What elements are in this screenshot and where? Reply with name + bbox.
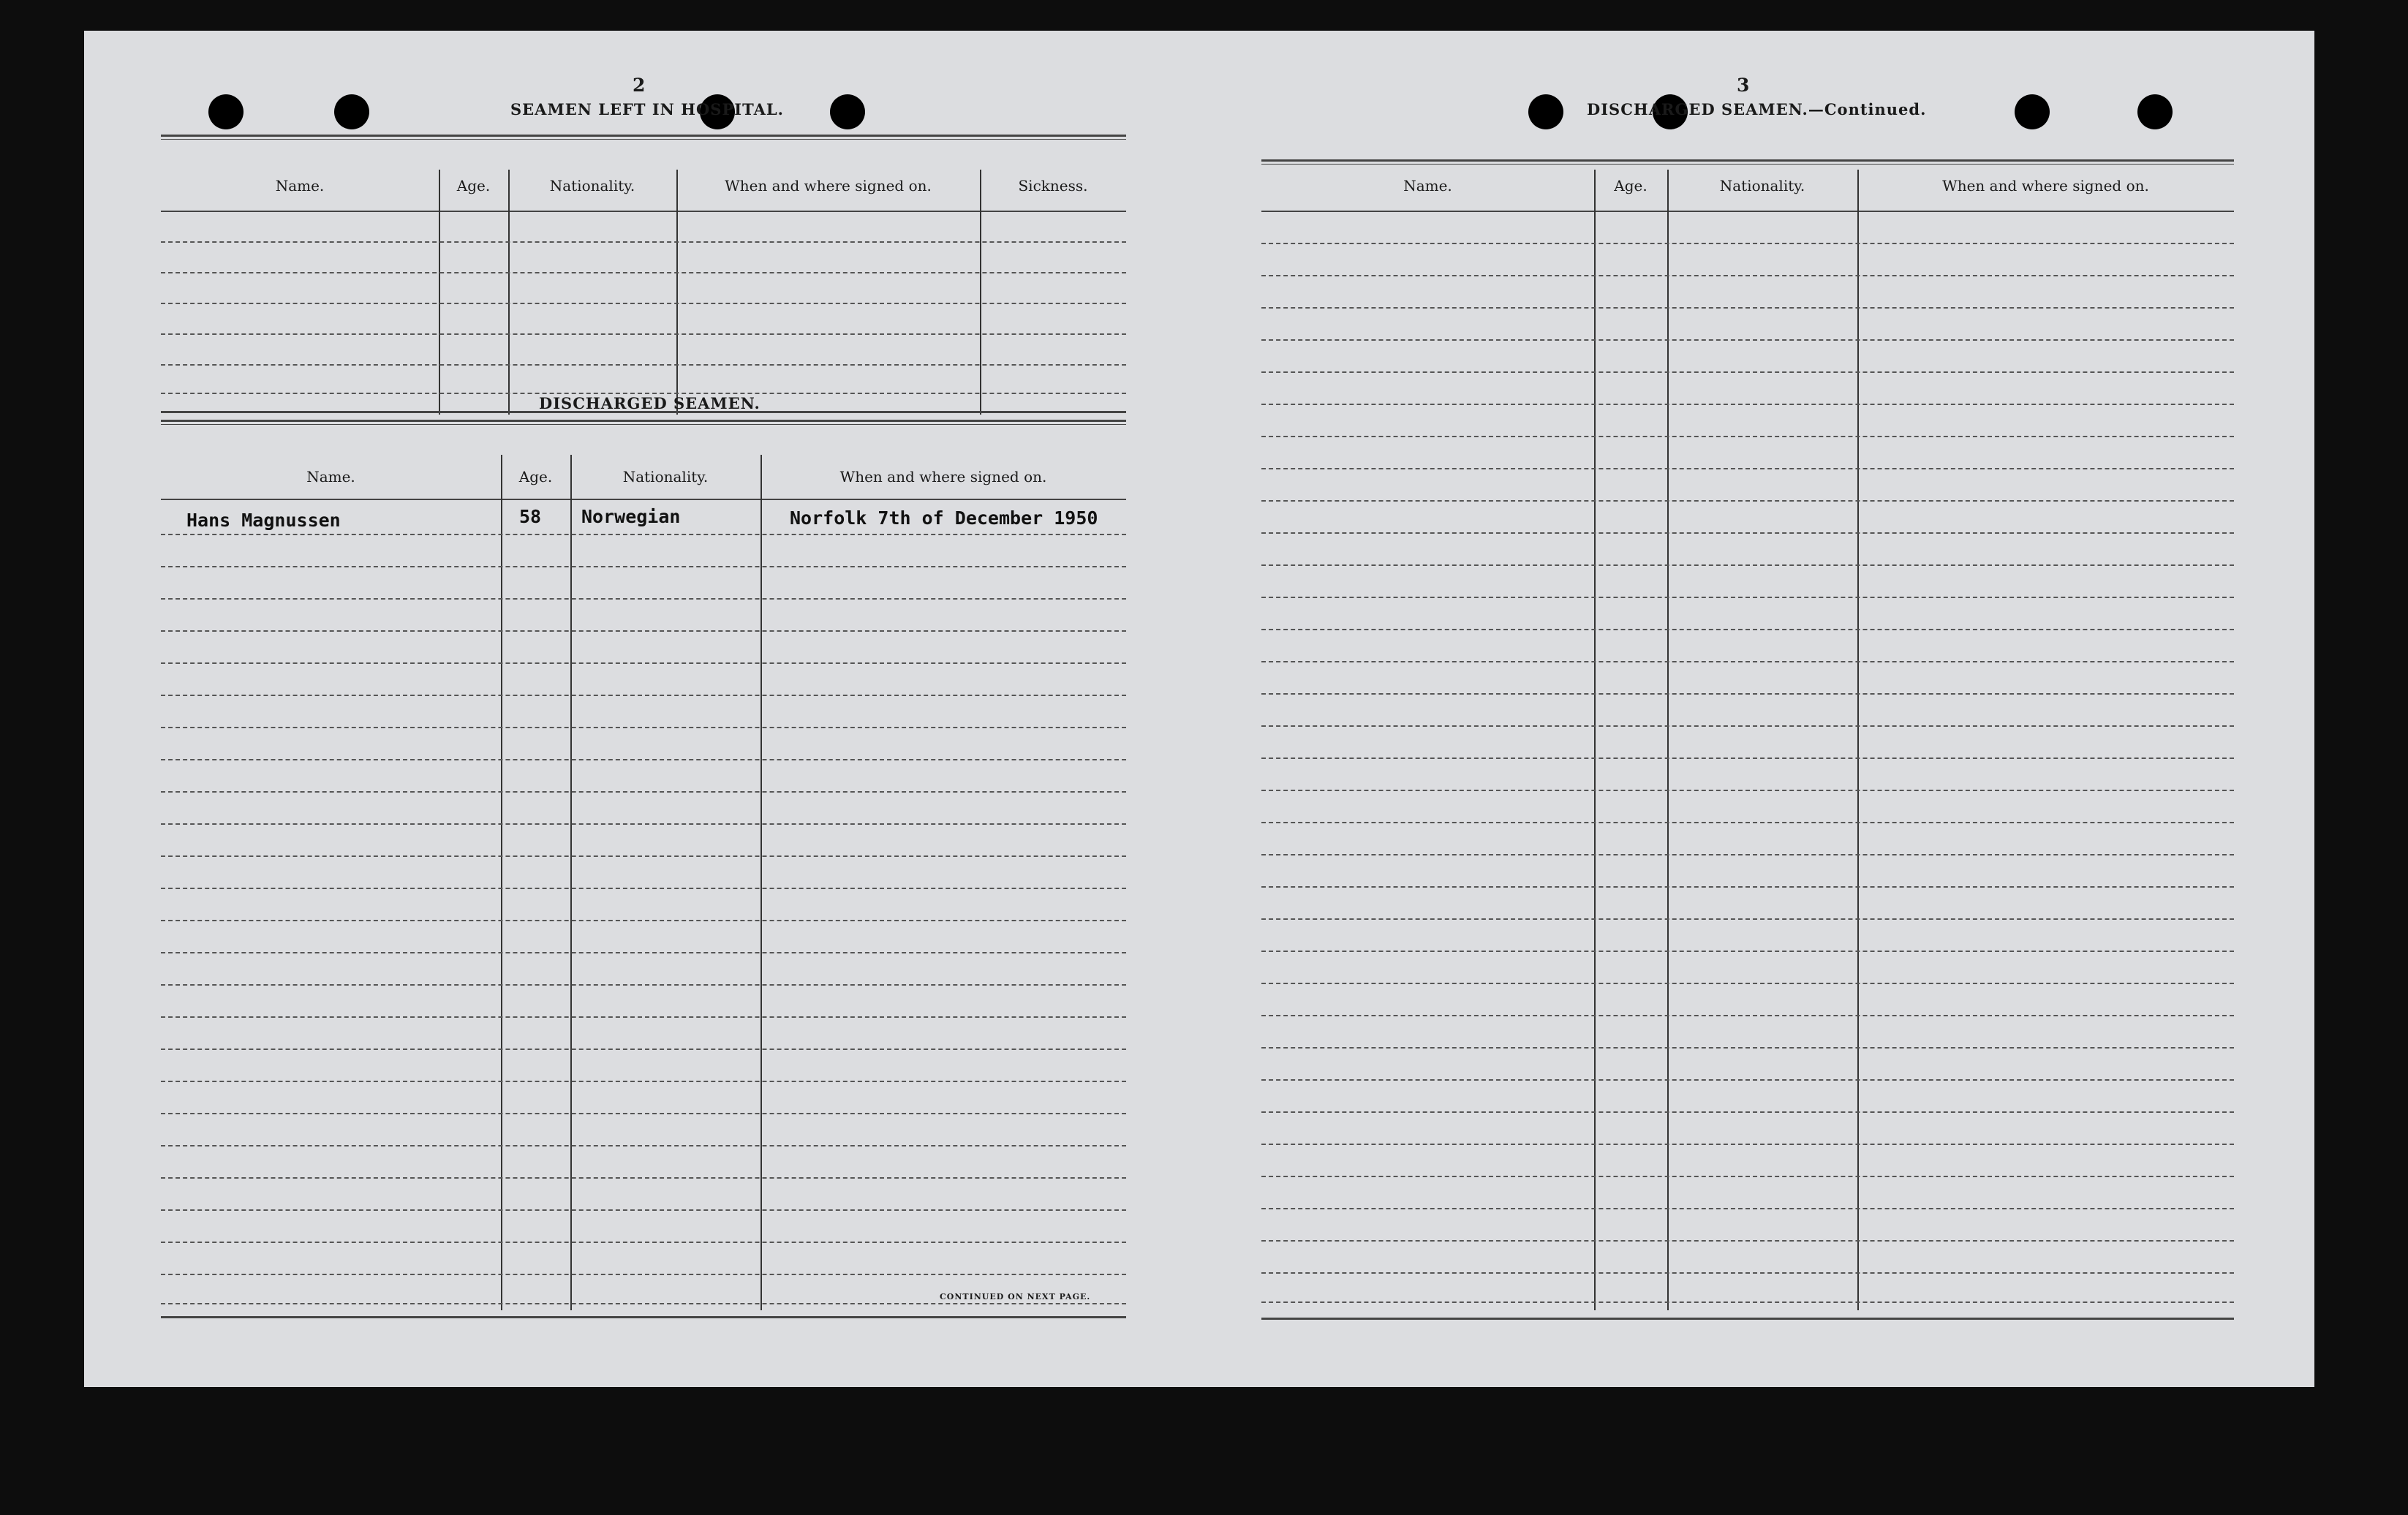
ruled-line <box>161 272 1126 273</box>
punch-hole <box>334 94 369 129</box>
ruled-line <box>1261 1047 2234 1049</box>
table-top-rule <box>161 135 1126 137</box>
column-divider <box>1667 170 1669 1310</box>
ruled-line <box>1261 886 2234 888</box>
ruled-line <box>161 791 1126 793</box>
ruled-line <box>1261 564 2234 566</box>
hospital-table <box>161 133 1126 415</box>
ruled-line <box>161 1113 1126 1114</box>
ruled-line <box>161 662 1126 664</box>
table-top-rule <box>1261 159 2234 162</box>
ruled-line <box>161 952 1126 953</box>
ruled-line <box>1261 1111 2234 1113</box>
ruled-line <box>161 630 1126 632</box>
ruled-line <box>1261 629 2234 630</box>
ruled-line <box>161 1145 1126 1146</box>
ruled-line <box>1261 371 2234 373</box>
ruled-line <box>1261 307 2234 309</box>
column-divider <box>508 170 510 415</box>
header-name: Name. <box>1403 177 1452 194</box>
header-age: Age. <box>518 468 553 486</box>
table-bottom-rule <box>161 1316 1126 1318</box>
ruled-line <box>1261 1015 2234 1016</box>
column-divider <box>980 170 981 415</box>
punch-hole <box>208 94 244 129</box>
discharged-section-title: DISCHARGED SEAMEN. <box>539 394 760 412</box>
ruled-line <box>1261 661 2234 662</box>
punch-hole <box>1528 94 1563 129</box>
table-top-rule <box>161 424 1126 425</box>
discharged-continued-table <box>1261 133 2234 1321</box>
header-signed-on: When and where signed on. <box>1942 177 2149 194</box>
ruled-line <box>161 727 1126 728</box>
ruled-line <box>161 1016 1126 1018</box>
hospital-section-title: SEAMEN LEFT IN HOSPITAL. <box>510 100 784 118</box>
ruled-line <box>1261 275 2234 276</box>
header-nationality: Nationality. <box>1719 177 1805 194</box>
ruled-line <box>1261 822 2234 823</box>
ruled-line <box>161 534 1126 535</box>
ruled-line <box>1261 951 2234 952</box>
column-divider <box>1594 170 1596 1310</box>
ruled-line <box>1261 468 2234 469</box>
column-divider <box>570 455 572 1310</box>
ruled-line <box>1261 243 2234 244</box>
header-rule <box>1261 211 2234 212</box>
header-rule <box>161 211 1126 212</box>
ruled-line <box>161 1049 1126 1050</box>
table-bottom-rule <box>1261 1318 2234 1320</box>
ruled-line <box>161 823 1126 825</box>
ruled-line <box>1261 790 2234 791</box>
ruled-line <box>1261 1176 2234 1177</box>
entry-name: Hans Magnussen <box>186 510 341 531</box>
ruled-line <box>1261 1301 2234 1303</box>
ruled-line <box>161 855 1126 857</box>
column-divider <box>439 170 440 415</box>
ruled-line <box>161 1274 1126 1275</box>
ruled-line <box>161 1209 1126 1211</box>
ruled-line <box>1261 918 2234 920</box>
ruled-line <box>161 566 1126 567</box>
header-signed-on: When and where signed on. <box>725 177 932 194</box>
header-rule <box>161 499 1126 500</box>
table-top-rule <box>161 139 1126 140</box>
ruled-line <box>161 888 1126 889</box>
header-name: Name. <box>275 177 325 194</box>
punch-hole <box>2015 94 2050 129</box>
ruled-line <box>1261 1079 2234 1081</box>
ruled-line <box>1261 532 2234 534</box>
column-divider <box>760 455 762 1310</box>
ruled-line <box>1261 983 2234 984</box>
punch-hole <box>2137 94 2173 129</box>
document-sheet <box>84 31 2314 1387</box>
page-number-left: 2 <box>633 75 646 96</box>
ruled-line <box>1261 1144 2234 1145</box>
ruled-line <box>161 241 1126 243</box>
continued-note: CONTINUED ON NEXT PAGE. <box>940 1292 1091 1301</box>
ruled-line <box>161 1081 1126 1082</box>
header-nationality: Nationality. <box>622 468 709 486</box>
header-age: Age. <box>456 177 491 194</box>
ruled-line <box>1261 1240 2234 1242</box>
ruled-line <box>161 1242 1126 1243</box>
page-number-right: 3 <box>1737 75 1750 96</box>
ruled-line <box>1261 854 2234 855</box>
ruled-line <box>161 920 1126 921</box>
ruled-line <box>1261 1272 2234 1274</box>
ruled-line <box>1261 725 2234 727</box>
ruled-line <box>1261 758 2234 759</box>
ruled-line <box>1261 1208 2234 1209</box>
header-nationality: Nationality. <box>549 177 635 194</box>
column-divider <box>1857 170 1859 1310</box>
table-top-rule <box>161 420 1126 422</box>
ruled-line <box>1261 339 2234 341</box>
header-sickness: Sickness. <box>1018 177 1088 194</box>
ruled-line <box>161 984 1126 986</box>
header-signed-on: When and where signed on. <box>839 468 1047 486</box>
ruled-line <box>1261 693 2234 695</box>
ruled-line <box>161 598 1126 600</box>
table-top-rule <box>1261 164 2234 165</box>
ruled-line <box>1261 404 2234 405</box>
ruled-line <box>161 364 1126 366</box>
punch-hole <box>830 94 865 129</box>
ruled-line <box>161 1303 1126 1304</box>
ruled-line <box>1261 436 2234 437</box>
ruled-line <box>1261 500 2234 502</box>
header-name: Name. <box>306 468 355 486</box>
entry-nationality: Norwegian <box>581 506 681 527</box>
ruled-line <box>161 759 1126 760</box>
ruled-line <box>161 1177 1126 1179</box>
ruled-line <box>161 695 1126 696</box>
right-section-title: DISCHARGED SEAMEN.—Continued. <box>1587 100 1927 118</box>
entry-age: 58 <box>519 506 542 527</box>
ruled-line <box>161 333 1126 335</box>
discharged-table <box>161 418 1126 1321</box>
header-age: Age. <box>1614 177 1648 194</box>
column-divider <box>676 170 678 415</box>
ruled-line <box>161 303 1126 304</box>
entry-signed-on: Norfolk 7th of December 1950 <box>790 507 1098 529</box>
ruled-line <box>1261 597 2234 598</box>
column-divider <box>501 455 502 1310</box>
